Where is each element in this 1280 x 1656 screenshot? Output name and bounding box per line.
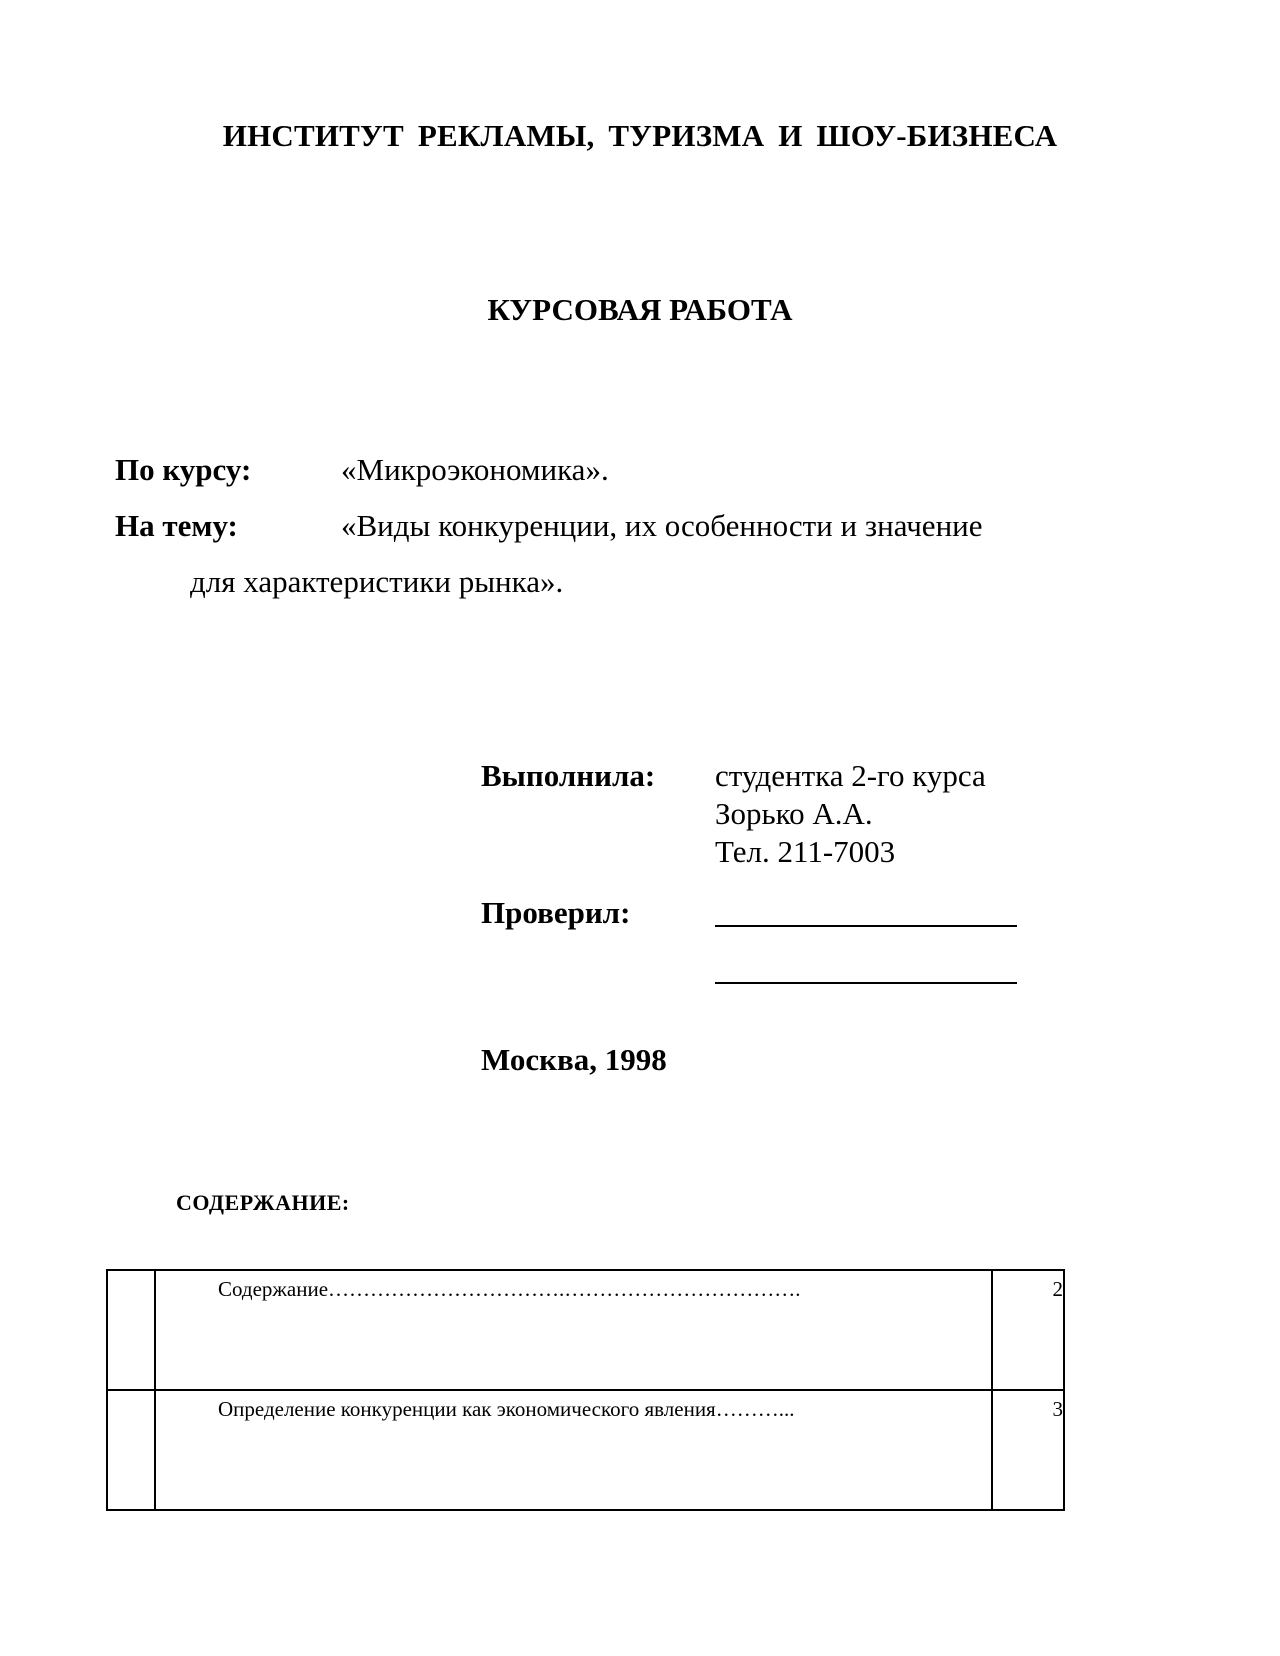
- author-line3: Тел. 211-7003: [715, 834, 896, 869]
- toc-row-number: [107, 1270, 155, 1390]
- course-label: По курсу:: [115, 452, 252, 487]
- toc-row-page-cell: [992, 1390, 1064, 1510]
- institute-name: ИНСТИТУТ РЕКЛАМЫ, ТУРИЗМА И ШОУ-БИЗНЕСА: [222, 118, 1058, 153]
- reviewer-date-line: [715, 982, 1017, 984]
- toc-row-title-cell: [155, 1270, 992, 1390]
- topic-label: На тему:: [115, 508, 238, 543]
- toc-row-title: Содержание…………………………….…………………………….: [218, 1277, 801, 1301]
- reviewer-signature-line: [715, 925, 1017, 927]
- toc-row-page-cell: [992, 1270, 1064, 1390]
- toc-row: [107, 1390, 1064, 1510]
- toc-row-page: 2: [1052, 1277, 1063, 1301]
- toc-row: [107, 1270, 1064, 1390]
- toc-row-page: 3: [1052, 1397, 1063, 1421]
- document-type-title: КУРСОВАЯ РАБОТА: [487, 292, 793, 327]
- toc-row-title: Определение конкуренции как экономического явления………...: [218, 1397, 795, 1421]
- toc-heading: СОДЕРЖАНИЕ:: [176, 1190, 350, 1215]
- author-line1: студентка 2-го курса: [715, 758, 986, 793]
- toc-table: [106, 1269, 1065, 1511]
- topic-value-line2: для характеристики рынка».: [190, 564, 564, 599]
- course-value: «Микроэкономика».: [341, 452, 609, 487]
- topic-value-line1: «Виды конкуренции, их особенности и значение: [341, 508, 983, 543]
- city-year: Москва, 1998: [481, 1042, 667, 1077]
- author-line2: Зорько А.А.: [715, 796, 873, 831]
- reviewer-label: Проверил:: [481, 895, 631, 930]
- toc-row-number: [107, 1390, 155, 1510]
- toc-row-title-cell: [155, 1390, 992, 1510]
- author-label: Выполнила:: [481, 758, 656, 793]
